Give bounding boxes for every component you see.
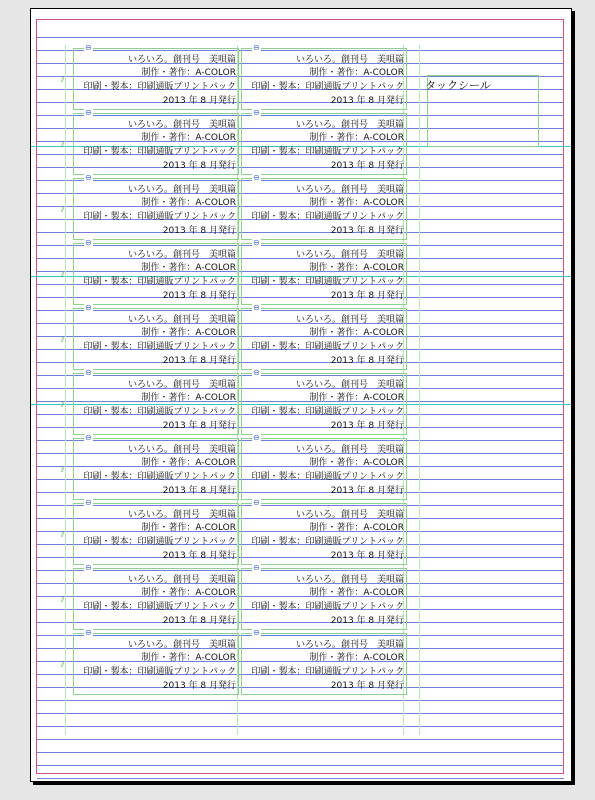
label-line-4: 2013 年 8 月発行 — [162, 486, 236, 496]
label-line-3: 印刷・製本：印刷通販プリントパック — [251, 407, 404, 417]
label-line-4: 2013 年 8 月発行 — [162, 356, 236, 366]
sticker-label[interactable] — [241, 43, 407, 110]
chain-link-icon[interactable]: ⊖ — [85, 43, 92, 52]
sticker-label[interactable] — [241, 628, 407, 695]
chain-link-icon[interactable]: ⊖ — [85, 173, 92, 182]
label-line-3: 印刷・製本：印刷通販プリントパック — [83, 277, 236, 287]
label-line-3: 印刷・製本：印刷通販プリントパック — [83, 472, 236, 482]
frame-mark-icon: ⫽ — [61, 595, 65, 604]
label-line-3: 印刷・製本：印刷通販プリントパック — [83, 342, 236, 352]
label-line-3: 印刷・製本：印刷通販プリントパック — [251, 537, 404, 547]
label-line-2: 制作・著作：A-COLOR — [141, 68, 236, 78]
chain-link-icon[interactable]: ⊖ — [85, 108, 92, 117]
label-line-2: 制作・著作：A-COLOR — [309, 133, 404, 143]
label-line-4: 2013 年 8 月発行 — [162, 291, 236, 301]
label-line-2: 制作・著作：A-COLOR — [309, 393, 404, 403]
label-line-3: 印刷・製本：印刷通販プリントパック — [83, 667, 236, 677]
chain-link-icon[interactable]: ⊖ — [253, 563, 260, 572]
frame-mark-icon: ⫽ — [61, 530, 65, 539]
baseline-line — [37, 765, 564, 766]
frame-mark-icon: ⫽ — [61, 660, 65, 669]
frame-mark-icon: ⫽ — [61, 270, 65, 279]
label-line-3: 印刷・製本：印刷通販プリントパック — [251, 602, 404, 612]
label-line-2: 制作・著作：A-COLOR — [141, 263, 236, 273]
baseline-line — [37, 726, 564, 727]
chain-link-icon[interactable]: ⊖ — [253, 498, 260, 507]
chain-link-icon[interactable]: ⊖ — [253, 108, 260, 117]
label-line-3: 印刷・製本：印刷通販プリントパック — [83, 602, 236, 612]
label-line-1: いろいろ。創刊号 美唄篇 — [295, 445, 404, 455]
baseline-line — [37, 713, 564, 714]
label-line-1: いろいろ。創刊号 美唄篇 — [295, 510, 404, 520]
chain-link-icon[interactable]: ⊖ — [85, 563, 92, 572]
label-line-1: いろいろ。創刊号 美唄篇 — [295, 640, 404, 650]
label-line-4: 2013 年 8 月発行 — [330, 226, 404, 236]
chain-link-icon[interactable]: ⊖ — [253, 368, 260, 377]
label-line-4: 2013 年 8 月発行 — [330, 291, 404, 301]
label-line-3: 印刷・製本：印刷通販プリントパック — [83, 537, 236, 547]
sticker-label[interactable] — [241, 173, 407, 240]
sticker-label[interactable] — [73, 433, 239, 500]
label-line-3: 印刷・製本：印刷通販プリントパック — [83, 147, 236, 157]
chain-link-icon[interactable]: ⊖ — [85, 303, 92, 312]
label-grid — [61, 43, 413, 698]
frame-mark-icon: ⫽ — [61, 335, 65, 344]
label-line-3: 印刷・製本：印刷通販プリントパック — [83, 407, 236, 417]
label-line-2: 制作・著作：A-COLOR — [141, 523, 236, 533]
label-line-4: 2013 年 8 月発行 — [162, 681, 236, 691]
chain-link-icon[interactable]: ⊖ — [85, 368, 92, 377]
label-line-3: 印刷・製本：印刷通販プリントパック — [251, 667, 404, 677]
frame-mark-icon: ⫽ — [61, 205, 65, 214]
label-line-1: いろいろ。創刊号 美唄篇 — [295, 185, 404, 195]
label-line-4: 2013 年 8 月発行 — [162, 161, 236, 171]
frame-mark-icon: ⫽ — [61, 140, 65, 149]
label-line-4: 2013 年 8 月発行 — [162, 226, 236, 236]
label-line-1: いろいろ。創刊号 美唄篇 — [295, 120, 404, 130]
label-line-3: 印刷・製本：印刷通販プリントパック — [83, 212, 236, 222]
sticker-title[interactable]: タックシール — [425, 79, 491, 92]
sticker-label[interactable] — [241, 238, 407, 305]
baseline-line — [37, 778, 564, 779]
baseline-line — [37, 700, 564, 701]
label-line-1: いろいろ。創刊号 美唄篇 — [127, 120, 236, 130]
sticker-label[interactable] — [241, 563, 407, 630]
label-line-2: 制作・著作：A-COLOR — [309, 68, 404, 78]
chain-link-icon[interactable]: ⊖ — [85, 433, 92, 442]
label-line-3: 印刷・製本：印刷通販プリントパック — [251, 277, 404, 287]
sticker-label[interactable] — [73, 238, 239, 305]
sticker-label[interactable] — [73, 173, 239, 240]
frame-mark-icon: ⫽ — [61, 400, 65, 409]
column-guide — [65, 45, 66, 735]
label-line-4: 2013 年 8 月発行 — [330, 96, 404, 106]
sticker-label[interactable] — [73, 368, 239, 435]
chain-link-icon[interactable]: ⊖ — [253, 433, 260, 442]
sticker-label[interactable] — [241, 498, 407, 565]
chain-link-icon[interactable]: ⊖ — [253, 303, 260, 312]
chain-link-icon[interactable]: ⊖ — [85, 628, 92, 637]
chain-link-icon[interactable]: ⊖ — [253, 173, 260, 182]
frame-mark-icon: ⫽ — [61, 465, 65, 474]
label-line-4: 2013 年 8 月発行 — [162, 616, 236, 626]
label-line-1: いろいろ。創刊号 美唄篇 — [127, 315, 236, 325]
label-line-3: 印刷・製本：印刷通販プリントパック — [251, 342, 404, 352]
label-line-3: 印刷・製本：印刷通販プリントパック — [251, 472, 404, 482]
label-line-4: 2013 年 8 月発行 — [330, 486, 404, 496]
label-line-2: 制作・著作：A-COLOR — [141, 653, 236, 663]
label-line-2: 制作・著作：A-COLOR — [309, 588, 404, 598]
label-line-1: いろいろ。創刊号 美唄篇 — [127, 250, 236, 260]
label-line-1: いろいろ。創刊号 美唄篇 — [127, 185, 236, 195]
chain-link-icon[interactable]: ⊖ — [85, 498, 92, 507]
frame-mark-icon: ⫽ — [61, 75, 65, 84]
chain-link-icon[interactable]: ⊖ — [253, 238, 260, 247]
label-line-1: いろいろ。創刊号 美唄篇 — [127, 55, 236, 65]
label-line-2: 制作・著作：A-COLOR — [141, 588, 236, 598]
label-line-1: いろいろ。創刊号 美唄篇 — [295, 380, 404, 390]
label-line-2: 制作・著作：A-COLOR — [309, 198, 404, 208]
sticker-label[interactable] — [73, 43, 239, 110]
label-line-4: 2013 年 8 月発行 — [330, 421, 404, 431]
baseline-line — [37, 752, 564, 753]
label-line-2: 制作・著作：A-COLOR — [141, 133, 236, 143]
baseline-line — [37, 37, 564, 38]
label-line-2: 制作・著作：A-COLOR — [141, 458, 236, 468]
label-line-2: 制作・著作：A-COLOR — [309, 263, 404, 273]
sticker-label[interactable] — [73, 303, 239, 370]
label-line-4: 2013 年 8 月発行 — [330, 681, 404, 691]
label-line-4: 2013 年 8 月発行 — [162, 551, 236, 561]
label-line-2: 制作・著作：A-COLOR — [309, 458, 404, 468]
sticker-label[interactable] — [241, 303, 407, 370]
column-guide — [419, 45, 420, 735]
label-line-3: 印刷・製本：印刷通販プリントパック — [83, 82, 236, 92]
label-line-2: 制作・著作：A-COLOR — [141, 393, 236, 403]
label-line-1: いろいろ。創刊号 美唄篇 — [127, 445, 236, 455]
chain-link-icon[interactable]: ⊖ — [253, 43, 260, 52]
chain-link-icon[interactable]: ⊖ — [85, 238, 92, 247]
label-line-1: いろいろ。創刊号 美唄篇 — [127, 380, 236, 390]
label-line-4: 2013 年 8 月発行 — [162, 96, 236, 106]
label-line-2: 制作・著作：A-COLOR — [141, 198, 236, 208]
label-line-3: 印刷・製本：印刷通販プリントパック — [251, 212, 404, 222]
label-line-4: 2013 年 8 月発行 — [330, 551, 404, 561]
label-line-4: 2013 年 8 月発行 — [330, 616, 404, 626]
label-line-1: いろいろ。創刊号 美唄篇 — [127, 575, 236, 585]
baseline-line — [37, 739, 564, 740]
label-line-4: 2013 年 8 月発行 — [330, 356, 404, 366]
label-line-1: いろいろ。創刊号 美唄篇 — [295, 250, 404, 260]
label-line-4: 2013 年 8 月発行 — [162, 421, 236, 431]
sticker-label[interactable] — [241, 368, 407, 435]
document-page — [30, 8, 572, 782]
chain-link-icon[interactable]: ⊖ — [253, 628, 260, 637]
sticker-label[interactable] — [241, 108, 407, 175]
sticker-label[interactable] — [241, 433, 407, 500]
sticker-label[interactable] — [73, 498, 239, 565]
label-line-1: いろいろ。創刊号 美唄篇 — [127, 510, 236, 520]
label-line-1: いろいろ。創刊号 美唄篇 — [295, 55, 404, 65]
label-line-2: 制作・著作：A-COLOR — [309, 653, 404, 663]
label-line-4: 2013 年 8 月発行 — [330, 161, 404, 171]
label-line-2: 制作・著作：A-COLOR — [309, 328, 404, 338]
label-line-1: いろいろ。創刊号 美唄篇 — [295, 575, 404, 585]
label-line-2: 制作・著作：A-COLOR — [141, 328, 236, 338]
sticker-label[interactable] — [73, 108, 239, 175]
label-line-3: 印刷・製本：印刷通販プリントパック — [251, 82, 404, 92]
label-line-2: 制作・著作：A-COLOR — [309, 523, 404, 533]
sticker-label[interactable] — [73, 628, 239, 695]
sticker-label[interactable] — [73, 563, 239, 630]
label-line-1: いろいろ。創刊号 美唄篇 — [295, 315, 404, 325]
label-line-3: 印刷・製本：印刷通販プリントパック — [251, 147, 404, 157]
label-line-1: いろいろ。創刊号 美唄篇 — [127, 640, 236, 650]
